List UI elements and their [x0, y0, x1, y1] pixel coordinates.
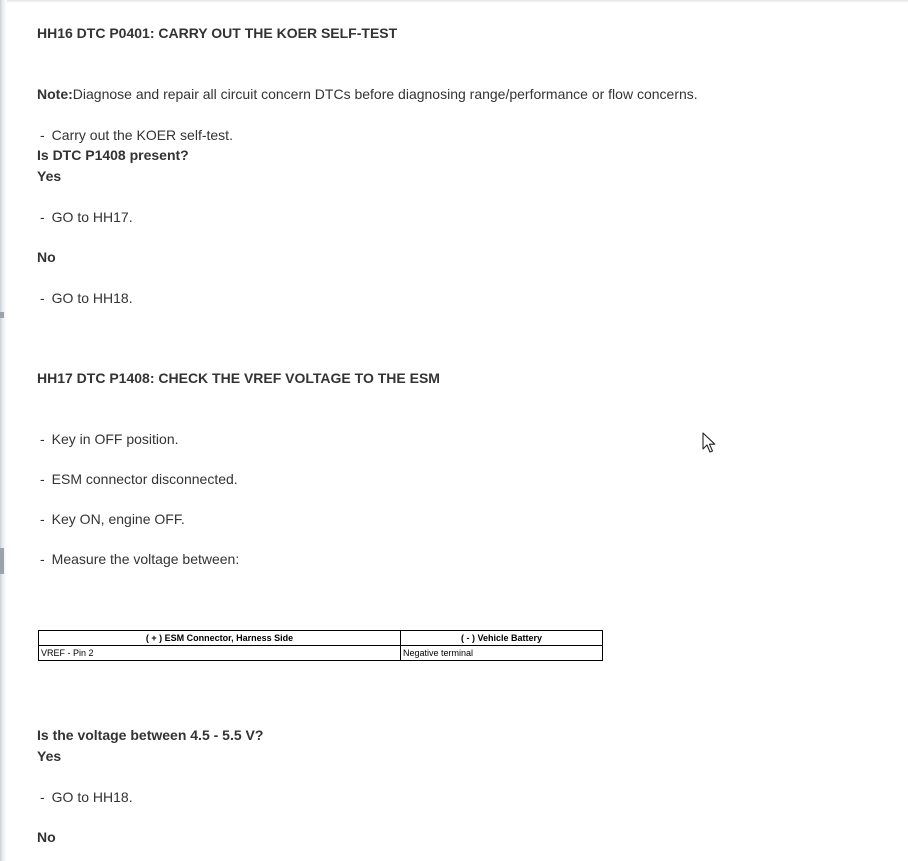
no-label: No — [37, 249, 56, 265]
note-label: Note: — [37, 86, 73, 102]
top-border — [0, 0, 908, 3]
list-item — [40, 430, 179, 448]
voltage-measurement-table — [38, 630, 603, 661]
bullet-dash: - — [40, 511, 45, 527]
section-title-hh16: HH16 DTC P0401: CARRY OUT THE KOER SELF-TEST — [37, 25, 398, 41]
bullet-dash: - — [40, 471, 45, 487]
left-panel-edge — [0, 0, 7, 861]
step-text: Key in OFF position. — [51, 431, 179, 447]
yes-label: Yes — [37, 168, 62, 184]
question-hh16: Is DTC P1408 present? — [37, 147, 189, 163]
table-header-row — [39, 631, 603, 646]
edge-mark — [0, 548, 4, 574]
bullet-dash: - — [40, 551, 45, 567]
list-item — [40, 510, 185, 528]
bullet-dash: - — [40, 431, 45, 447]
section-title-hh17: HH17 DTC P1408: CHECK THE VREF VOLTAGE TO THE ESM — [37, 370, 440, 386]
no-action: GO to HH18. — [51, 290, 133, 306]
list-item — [40, 470, 238, 488]
bullet-dash: - — [40, 789, 45, 805]
table-cell: Negative terminal — [401, 646, 603, 661]
list-item — [40, 126, 233, 144]
mouse-pointer-icon — [702, 432, 716, 459]
list-item — [40, 289, 133, 307]
yes-action: GO to HH18. — [51, 789, 133, 805]
table-cell: VREF - Pin 2 — [39, 646, 401, 661]
table-row — [39, 646, 603, 661]
bullet-dash: - — [40, 290, 45, 306]
no-label: No — [37, 829, 56, 845]
edge-mark — [0, 312, 4, 318]
note-paragraph — [37, 85, 698, 103]
table-header-cell: ( + ) ESM Connector, Harness Side — [39, 631, 401, 646]
list-item — [40, 788, 133, 806]
step-text: ESM connector disconnected. — [51, 471, 238, 487]
step-text: Measure the voltage between: — [51, 551, 240, 567]
note-text: Diagnose and repair all circuit concern DTCs before diagnosing range/performance or flow concerns. — [72, 86, 698, 102]
list-item — [40, 208, 133, 226]
yes-action: GO to HH17. — [51, 209, 133, 225]
step-text: Key ON, engine OFF. — [51, 511, 185, 527]
yes-label: Yes — [37, 748, 62, 764]
step-text: Carry out the KOER self-test. — [51, 127, 233, 143]
table-header-cell: ( - ) Vehicle Battery — [401, 631, 603, 646]
list-item — [40, 550, 239, 568]
bullet-dash: - — [40, 127, 45, 143]
bullet-dash: - — [40, 209, 45, 225]
question-hh17: Is the voltage between 4.5 - 5.5 V? — [37, 727, 264, 743]
